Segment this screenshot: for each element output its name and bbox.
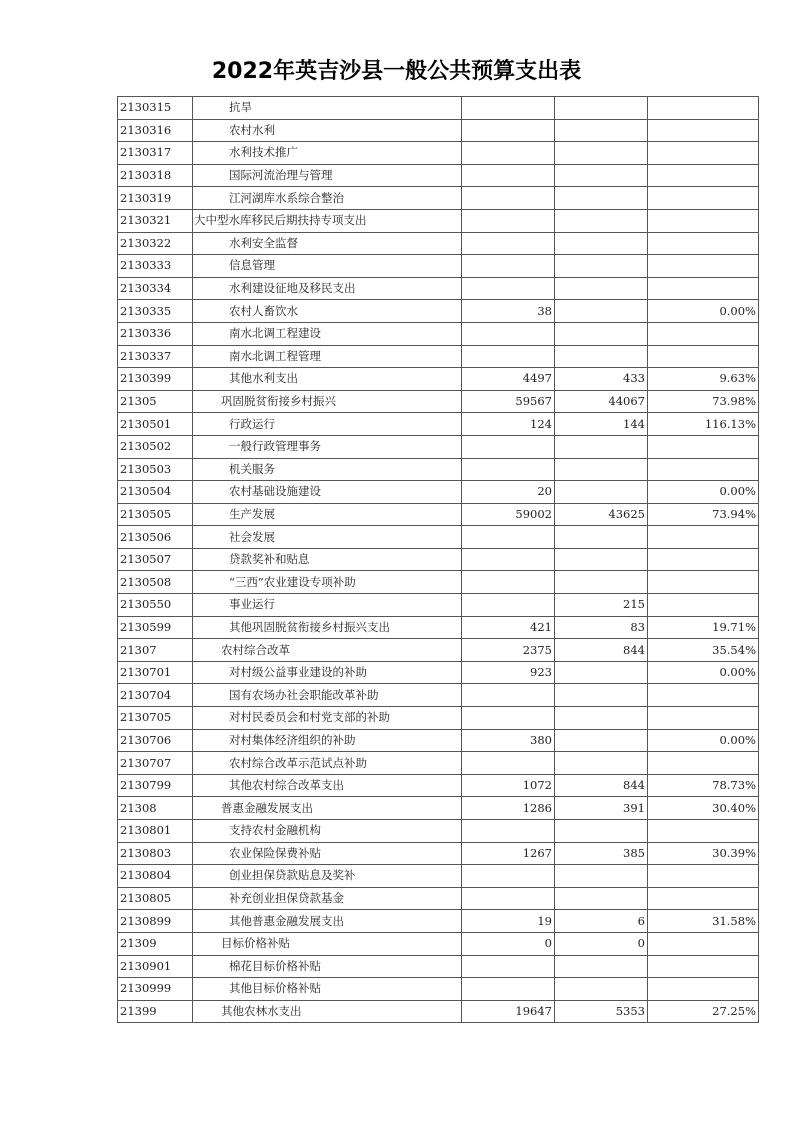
actual-cell (555, 277, 648, 300)
table-row (118, 797, 759, 820)
name-cell: 江河湖库水系综合整治 (193, 187, 462, 210)
table-row (118, 616, 759, 639)
code-cell: 2130704 (118, 684, 193, 707)
actual-cell (555, 322, 648, 345)
actual-cell: 433 (555, 368, 648, 391)
rate-cell (648, 865, 759, 888)
name-cell: 社会发展 (193, 526, 462, 549)
actual-cell (555, 232, 648, 255)
name-cell: 目标价格补贴 (193, 932, 462, 955)
budget-cell (462, 187, 555, 210)
budget-cell: 421 (462, 616, 555, 639)
name-cell: 其他巩固脱贫衔接乡村振兴支出 (193, 616, 462, 639)
rate-cell (648, 255, 759, 278)
table-row (118, 322, 759, 345)
actual-cell (555, 548, 648, 571)
budget-cell (462, 571, 555, 594)
budget-cell: 1267 (462, 842, 555, 865)
table-row (118, 932, 759, 955)
rate-cell (648, 119, 759, 142)
code-cell: 2130335 (118, 300, 193, 323)
rate-cell (648, 187, 759, 210)
actual-cell: 5353 (555, 1000, 648, 1023)
actual-cell: 391 (555, 797, 648, 820)
code-cell: 2130503 (118, 458, 193, 481)
name-cell: 大中型水库移民后期扶持专项支出 (193, 209, 462, 232)
actual-cell (555, 865, 648, 888)
code-cell: 2130701 (118, 661, 193, 684)
actual-cell: 44067 (555, 390, 648, 413)
actual-cell: 83 (555, 616, 648, 639)
budget-cell (462, 435, 555, 458)
table-row (118, 955, 759, 978)
rate-cell: 0.00% (648, 300, 759, 323)
name-cell: 水利技术推广 (193, 142, 462, 165)
name-cell: 南水北调工程建设 (193, 322, 462, 345)
name-cell: 其他农村综合改革支出 (193, 774, 462, 797)
rate-cell (648, 345, 759, 368)
name-cell: 贷款奖补和贴息 (193, 548, 462, 571)
code-cell: 2130322 (118, 232, 193, 255)
rate-cell: 31.58% (648, 910, 759, 933)
budget-cell: 20 (462, 481, 555, 504)
table-row (118, 119, 759, 142)
code-cell: 2130705 (118, 707, 193, 730)
budget-cell (462, 684, 555, 707)
name-cell: 农村综合改革示范试点补助 (193, 752, 462, 775)
actual-cell (555, 684, 648, 707)
name-cell: 其他普惠金融发展支出 (193, 910, 462, 933)
actual-cell: 43625 (555, 503, 648, 526)
table-row (118, 481, 759, 504)
rate-cell: 35.54% (648, 639, 759, 662)
code-cell: 2130318 (118, 164, 193, 187)
budget-cell (462, 978, 555, 1001)
rate-cell (648, 684, 759, 707)
code-cell: 2130333 (118, 255, 193, 278)
table-row (118, 458, 759, 481)
budget-cell (462, 232, 555, 255)
budget-cell (462, 255, 555, 278)
name-cell: 机关服务 (193, 458, 462, 481)
code-cell: 2130805 (118, 887, 193, 910)
name-cell: 支持农村金融机构 (193, 820, 462, 843)
budget-cell (462, 345, 555, 368)
rate-cell: 73.98% (648, 390, 759, 413)
rate-cell (648, 594, 759, 617)
table-row (118, 594, 759, 617)
budget-cell: 124 (462, 413, 555, 436)
rate-cell (648, 435, 759, 458)
actual-cell: 6 (555, 910, 648, 933)
rate-cell (648, 164, 759, 187)
name-cell: 巩固脱贫衔接乡村振兴 (193, 390, 462, 413)
name-cell: 其他目标价格补贴 (193, 978, 462, 1001)
name-cell: 棉花目标价格补贴 (193, 955, 462, 978)
rate-cell: 73.94% (648, 503, 759, 526)
budget-cell (462, 594, 555, 617)
code-cell: 2130706 (118, 729, 193, 752)
budget-cell (462, 548, 555, 571)
table-row (118, 548, 759, 571)
rate-cell (648, 887, 759, 910)
rate-cell: 0.00% (648, 661, 759, 684)
budget-cell: 380 (462, 729, 555, 752)
rate-cell (648, 209, 759, 232)
actual-cell: 144 (555, 413, 648, 436)
actual-cell (555, 661, 648, 684)
code-cell: 2130550 (118, 594, 193, 617)
code-cell: 2130804 (118, 865, 193, 888)
table-row (118, 300, 759, 323)
code-cell: 2130321 (118, 209, 193, 232)
name-cell: 南水北调工程管理 (193, 345, 462, 368)
rate-cell: 116.13% (648, 413, 759, 436)
rate-cell (648, 322, 759, 345)
budget-cell (462, 164, 555, 187)
budget-cell: 1072 (462, 774, 555, 797)
rate-cell (648, 548, 759, 571)
budget-cell (462, 322, 555, 345)
code-cell: 2130505 (118, 503, 193, 526)
name-cell: 农村综合改革 (193, 639, 462, 662)
actual-cell (555, 707, 648, 730)
code-cell: 2130506 (118, 526, 193, 549)
table-row (118, 820, 759, 843)
actual-cell: 844 (555, 774, 648, 797)
table-row (118, 503, 759, 526)
table-row (118, 413, 759, 436)
budget-cell: 923 (462, 661, 555, 684)
actual-cell (555, 571, 648, 594)
rate-cell: 30.39% (648, 842, 759, 865)
table-row (118, 887, 759, 910)
actual-cell (555, 481, 648, 504)
code-cell: 2130801 (118, 820, 193, 843)
rate-cell (648, 955, 759, 978)
code-cell: 2130599 (118, 616, 193, 639)
budget-cell: 4497 (462, 368, 555, 391)
table-row (118, 368, 759, 391)
rate-cell (648, 232, 759, 255)
budget-cell (462, 955, 555, 978)
rate-cell: 30.40% (648, 797, 759, 820)
code-cell: 2130901 (118, 955, 193, 978)
actual-cell: 844 (555, 639, 648, 662)
rate-cell (648, 932, 759, 955)
budget-cell: 19647 (462, 1000, 555, 1023)
table-row (118, 345, 759, 368)
table-row (118, 684, 759, 707)
table-row (118, 774, 759, 797)
name-cell: 一般行政管理事务 (193, 435, 462, 458)
name-cell: 信息管理 (193, 255, 462, 278)
name-cell: 事业运行 (193, 594, 462, 617)
code-cell: 2130501 (118, 413, 193, 436)
table-row (118, 142, 759, 165)
rate-cell: 27.25% (648, 1000, 759, 1023)
code-cell: 2130317 (118, 142, 193, 165)
name-cell: 抗旱 (193, 97, 462, 120)
budget-cell (462, 752, 555, 775)
table-row (118, 277, 759, 300)
rate-cell (648, 277, 759, 300)
budget-cell: 19 (462, 910, 555, 933)
name-cell: 水利建设征地及移民支出 (193, 277, 462, 300)
actual-cell (555, 345, 648, 368)
rate-cell: 0.00% (648, 729, 759, 752)
table-row (118, 910, 759, 933)
table-row (118, 661, 759, 684)
actual-cell (555, 887, 648, 910)
name-cell: 农村人畜饮水 (193, 300, 462, 323)
name-cell: 创业担保贷款贴息及奖补 (193, 865, 462, 888)
actual-cell (555, 209, 648, 232)
table-row (118, 232, 759, 255)
table-row (118, 97, 759, 120)
rate-cell (648, 97, 759, 120)
rate-cell (648, 752, 759, 775)
page-title: 2022年英吉沙县一般公共预算支出表 (211, 59, 582, 84)
table-row (118, 978, 759, 1001)
table-row (118, 707, 759, 730)
actual-cell: 215 (555, 594, 648, 617)
rate-cell (648, 571, 759, 594)
code-cell: 21305 (118, 390, 193, 413)
code-cell: 2130799 (118, 774, 193, 797)
budget-cell (462, 458, 555, 481)
name-cell: 农村水利 (193, 119, 462, 142)
table-row (118, 209, 759, 232)
rate-cell (648, 707, 759, 730)
actual-cell (555, 142, 648, 165)
budget-cell (462, 526, 555, 549)
name-cell: 农业保险保费补贴 (193, 842, 462, 865)
name-cell: “三西”农业建设专项补助 (193, 571, 462, 594)
actual-cell (555, 526, 648, 549)
table-body (118, 97, 759, 1023)
budget-cell (462, 887, 555, 910)
budget-cell (462, 142, 555, 165)
code-cell: 21308 (118, 797, 193, 820)
code-cell: 21399 (118, 1000, 193, 1023)
code-cell: 2130337 (118, 345, 193, 368)
budget-cell (462, 119, 555, 142)
name-cell: 其他农林水支出 (193, 1000, 462, 1023)
budget-cell: 0 (462, 932, 555, 955)
budget-cell (462, 707, 555, 730)
budget-cell: 1286 (462, 797, 555, 820)
name-cell: 农村基础设施建设 (193, 481, 462, 504)
actual-cell (555, 955, 648, 978)
actual-cell (555, 300, 648, 323)
code-cell: 21309 (118, 932, 193, 955)
rate-cell: 78.73% (648, 774, 759, 797)
code-cell: 2130399 (118, 368, 193, 391)
code-cell: 2130504 (118, 481, 193, 504)
name-cell: 补充创业担保贷款基金 (193, 887, 462, 910)
code-cell: 2130334 (118, 277, 193, 300)
rate-cell: 9.63% (648, 368, 759, 391)
table-row (118, 752, 759, 775)
actual-cell (555, 97, 648, 120)
code-cell: 2130315 (118, 97, 193, 120)
code-cell: 2130336 (118, 322, 193, 345)
actual-cell (555, 164, 648, 187)
actual-cell (555, 255, 648, 278)
budget-cell: 59567 (462, 390, 555, 413)
actual-cell (555, 752, 648, 775)
code-cell: 2130707 (118, 752, 193, 775)
code-cell: 2130803 (118, 842, 193, 865)
actual-cell (555, 119, 648, 142)
actual-cell (555, 458, 648, 481)
rate-cell (648, 820, 759, 843)
table-row (118, 842, 759, 865)
budget-cell: 2375 (462, 639, 555, 662)
name-cell: 国际河流治理与管理 (193, 164, 462, 187)
budget-cell: 59002 (462, 503, 555, 526)
table-row (118, 865, 759, 888)
code-cell: 2130507 (118, 548, 193, 571)
name-cell: 普惠金融发展支出 (193, 797, 462, 820)
code-cell: 2130899 (118, 910, 193, 933)
rate-cell: 0.00% (648, 481, 759, 504)
name-cell: 对村级公益事业建设的补助 (193, 661, 462, 684)
table-row (118, 390, 759, 413)
table-row (118, 1000, 759, 1023)
actual-cell (555, 435, 648, 458)
name-cell: 对村民委员会和村党支部的补助 (193, 707, 462, 730)
actual-cell (555, 978, 648, 1001)
name-cell: 水利安全监督 (193, 232, 462, 255)
code-cell: 2130999 (118, 978, 193, 1001)
budget-cell (462, 277, 555, 300)
rate-cell (648, 458, 759, 481)
actual-cell: 385 (555, 842, 648, 865)
actual-cell (555, 729, 648, 752)
code-cell: 2130508 (118, 571, 193, 594)
table-row (118, 187, 759, 210)
table-row (118, 639, 759, 662)
table-row (118, 729, 759, 752)
code-cell: 21307 (118, 639, 193, 662)
actual-cell (555, 820, 648, 843)
budget-cell: 38 (462, 300, 555, 323)
budget-cell (462, 865, 555, 888)
budget-cell (462, 97, 555, 120)
code-cell: 2130319 (118, 187, 193, 210)
actual-cell: 0 (555, 932, 648, 955)
rate-cell (648, 978, 759, 1001)
budget-table (117, 96, 759, 1023)
table-row (118, 571, 759, 594)
table-row (118, 526, 759, 549)
name-cell: 国有农场办社会职能改革补助 (193, 684, 462, 707)
rate-cell (648, 526, 759, 549)
name-cell: 行政运行 (193, 413, 462, 436)
code-cell: 2130316 (118, 119, 193, 142)
actual-cell (555, 187, 648, 210)
table-row (118, 435, 759, 458)
rate-cell: 19.71% (648, 616, 759, 639)
name-cell: 对村集体经济组织的补助 (193, 729, 462, 752)
table-row (118, 255, 759, 278)
table-row (118, 164, 759, 187)
name-cell: 生产发展 (193, 503, 462, 526)
code-cell: 2130502 (118, 435, 193, 458)
rate-cell (648, 142, 759, 165)
name-cell: 其他水利支出 (193, 368, 462, 391)
budget-cell (462, 820, 555, 843)
budget-cell (462, 209, 555, 232)
